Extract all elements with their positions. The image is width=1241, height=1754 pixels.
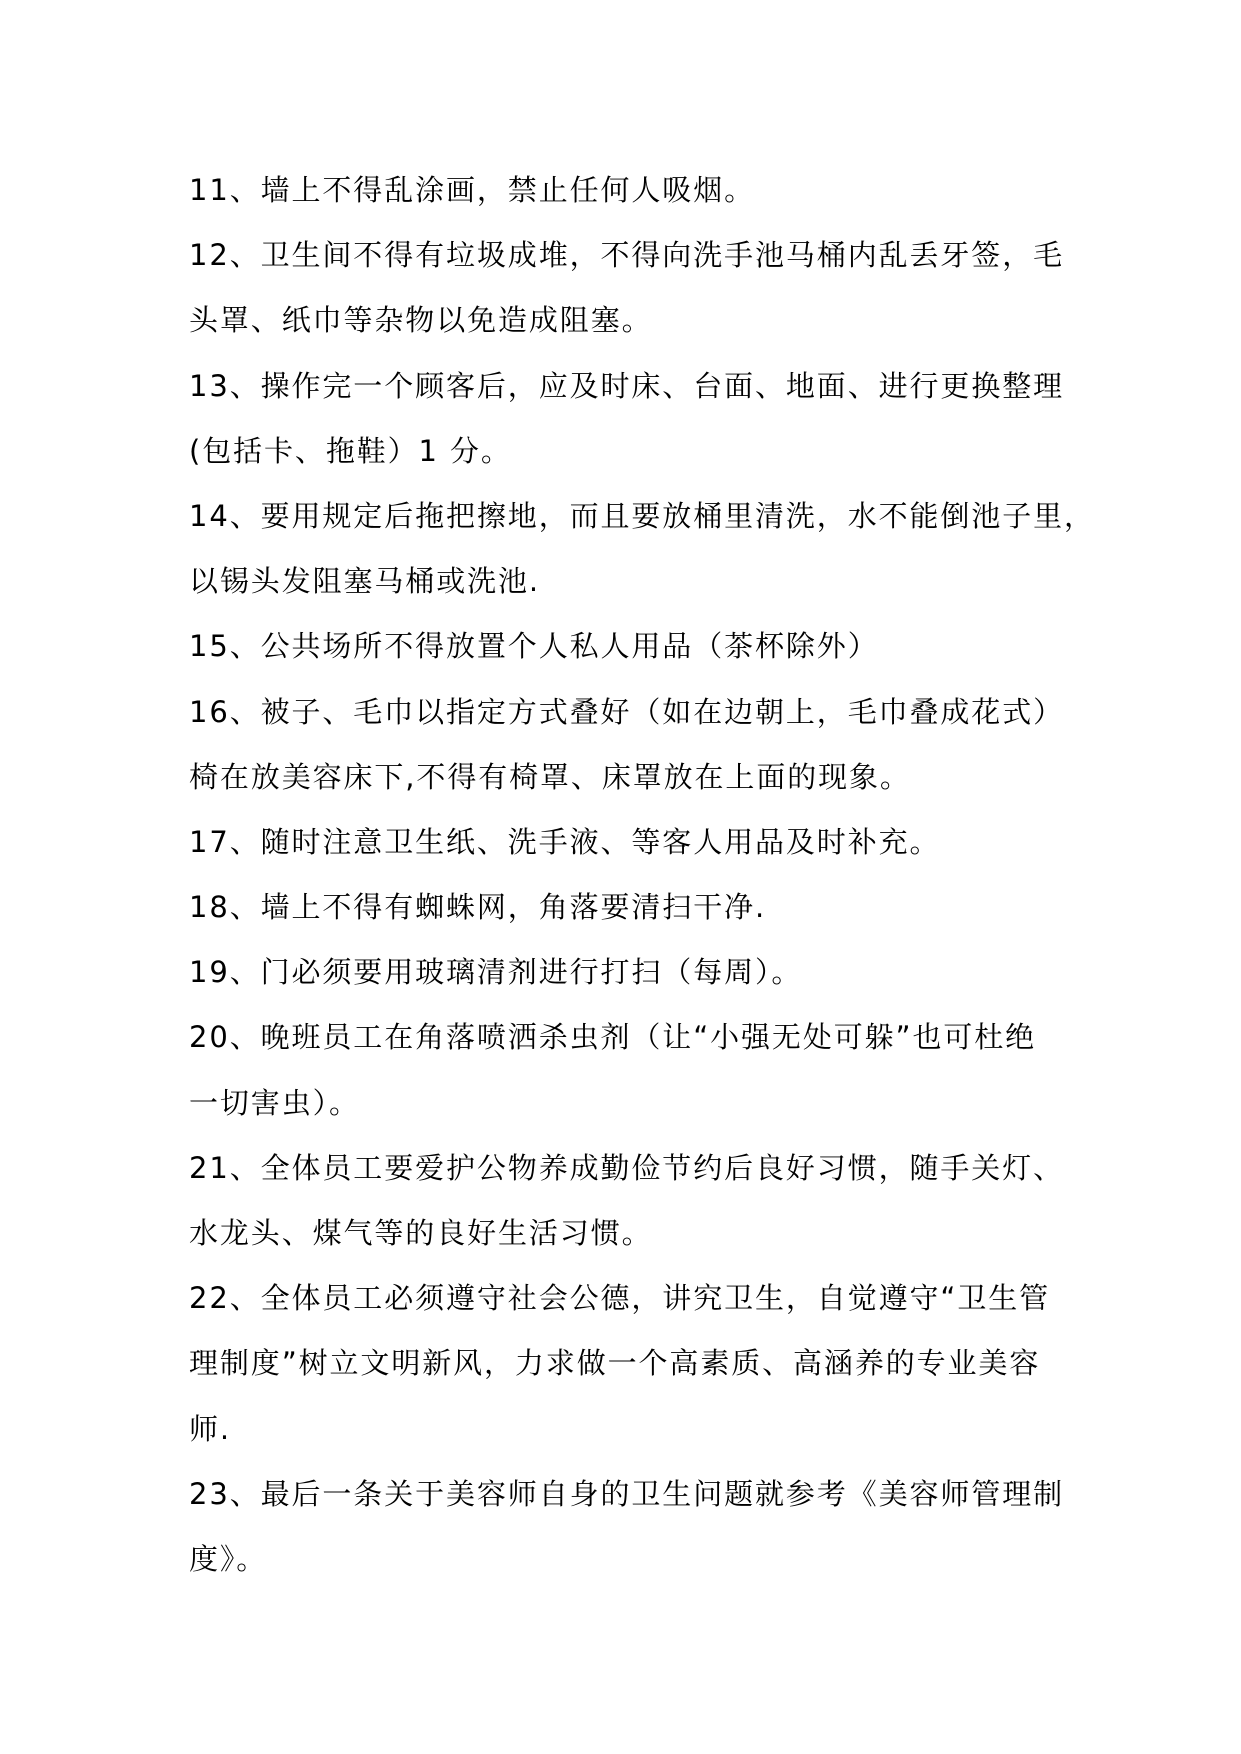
rule-20-line-2: 一切害虫）。 [189, 1085, 360, 1120]
rule-20-line-1: 20、晚班员工在角落喷洒杀虫剂（让“小强无处可躲”也可杜绝 [189, 1020, 1037, 1055]
rule-22-line-2: 理制度”树立文明新风，力求做一个高素质、高涵养的专业美容 [189, 1346, 1041, 1381]
rule-13-line-2: (包括卡、拖鞋）1 分。 [189, 433, 512, 468]
rule-21-line-2: 水龙头、煤气等的良好生活习惯。 [189, 1216, 653, 1250]
rule-23-line-1: 23、最后一条关于美容师自身的卫生问题就参考《美容师管理制 [189, 1476, 1065, 1511]
rule-17-line-1: 17、随时注意卫生纸、洗手液、等客人用品及时补充。 [189, 824, 941, 859]
rule-15-line-1: 15、公共场所不得放置个人私人用品（茶杯除外） [189, 629, 879, 664]
rule-14-line-1: 14、要用规定后拖把擦地，而且要放桶里清洗，水不能倒池子里， [189, 498, 1095, 533]
rule-22-line-3: 师. [189, 1411, 232, 1446]
document-page [189, 158, 1095, 1592]
rule-13-line-1: 13、操作完一个顾客后，应及时床、台面、地面、进行更换整理 [189, 368, 1065, 403]
rule-14-line-2: 以锡头发阻塞马桶或洗池. [189, 564, 541, 599]
rule-19-line-1: 19、门必须要用玻璃清剂进行打扫（每周）。 [189, 955, 803, 990]
rule-18-line-1: 18、墙上不得有蜘蛛网，角落要清扫干净. [189, 890, 767, 925]
rule-12-line-1: 12、卫生间不得有垃圾成堆，不得向洗手池马桶内乱丢牙签，毛 [189, 238, 1065, 273]
rule-23-line-2: 度》。 [189, 1541, 268, 1576]
rule-22-line-1: 22、全体员工必须遵守社会公德，讲究卫生，自觉遵守“卫生管 [189, 1281, 1051, 1316]
rule-21-line-1: 21、全体员工要爱护公物养成勤俭节约后良好习惯，随手关灯、 [189, 1150, 1065, 1185]
rule-11-line-1: 11、墙上不得乱涂画，禁止任何人吸烟。 [189, 173, 756, 207]
rule-16-line-2: 椅在放美容床下,不得有椅罩、床罩放在上面的现象。 [189, 759, 911, 794]
rule-12-line-2: 头罩、纸巾等杂物以免造成阻塞。 [189, 303, 653, 338]
rule-16-line-1: 16、被子、毛巾以指定方式叠好（如在边朝上，毛巾叠成花式） [189, 694, 1065, 729]
